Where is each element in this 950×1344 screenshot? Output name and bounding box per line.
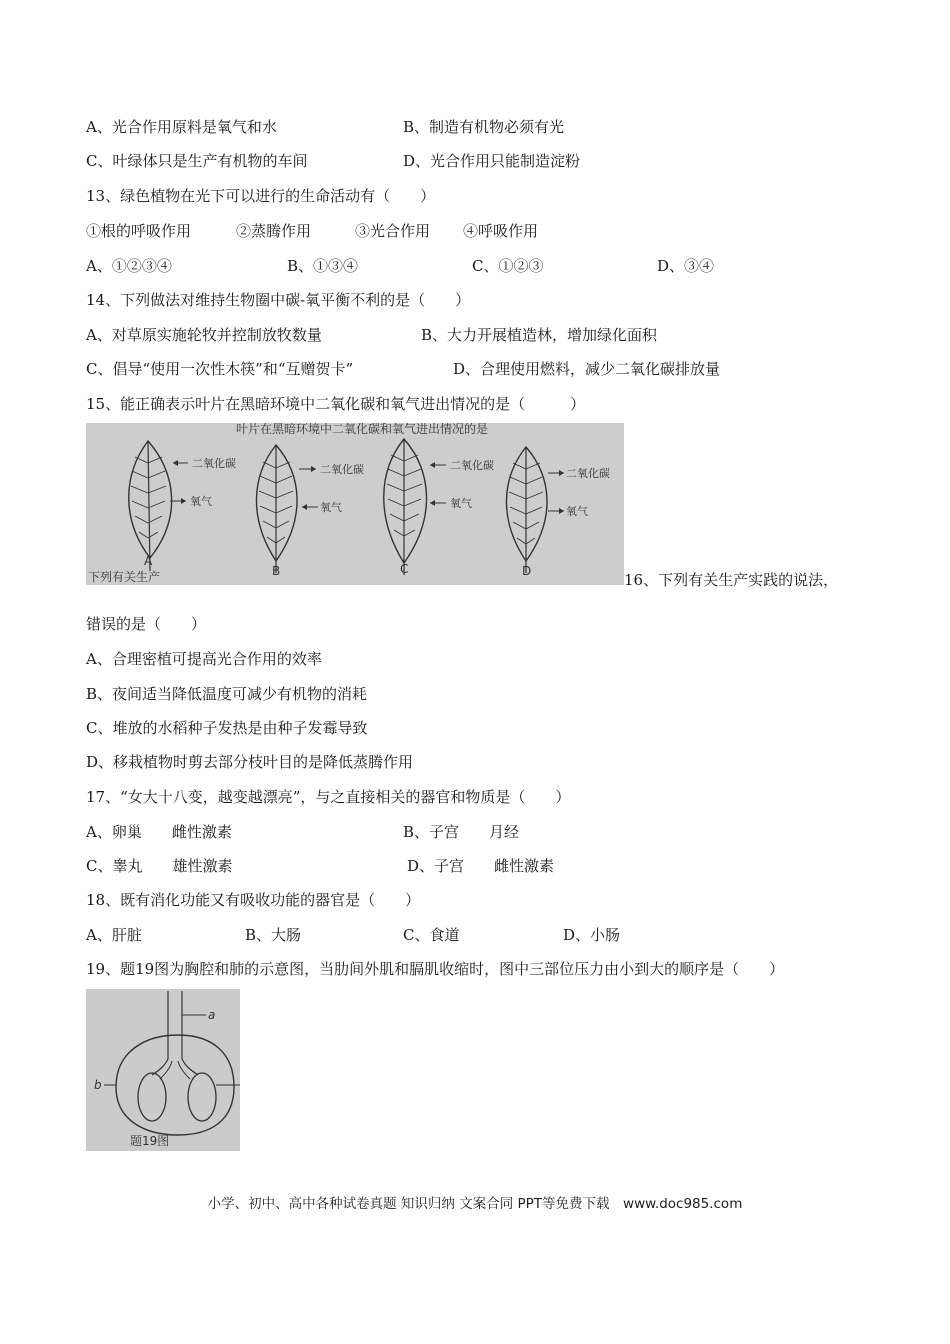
q12-option-c: C、叶绿体只是生产有机物的车间	[86, 152, 308, 170]
figure-bottom-text: 下列有关生产	[88, 570, 161, 584]
label-b: b	[94, 1078, 102, 1092]
q13-item-3: ③光合作用	[355, 222, 431, 240]
q16-option-b: B、夜间适当降低温度可减少有机物的消耗	[86, 685, 368, 703]
figure-caption: 题19图	[130, 1134, 170, 1148]
q17-option-d: D、子宫 雌性激素	[407, 857, 555, 875]
leaf-a-co2: 二氧化碳	[192, 457, 236, 470]
q14-option-b: B、大力开展植造林，增加绿化面积	[421, 326, 658, 344]
q13-stem: 13、绿色植物在光下可以进行的生命活动有（ ）	[86, 187, 436, 205]
q17-option-b: B、子宫 月经	[403, 823, 520, 841]
leaf-b-label: B	[272, 564, 281, 578]
q14-option-c: C、倡导“使用一次性木筷”和“互赠贺卡”	[86, 360, 354, 378]
leaf-c-co2: 二氧化碳	[450, 459, 494, 472]
q16-stem-part2: 错误的是（ ）	[86, 615, 207, 633]
q13-item-4: ④呼吸作用	[463, 222, 539, 240]
q16-option-d: D、移栽植物时剪去部分枝叶目的是降低蒸腾作用	[86, 753, 414, 771]
q15-stem: 15、能正确表示叶片在黑暗环境中二氧化碳和氧气进出情况的是（ ）	[86, 395, 586, 413]
q18-option-c: C、食道	[403, 926, 460, 944]
q12-option-b: B、制造有机物必须有光	[403, 118, 565, 136]
q12-option-a: A、光合作用原料是氧气和水	[86, 118, 277, 136]
q17-stem: 17、“女大十八变，越变越漂亮”，与之直接相关的器官和物质是（ ）	[86, 788, 571, 806]
q13-item-1: ①根的呼吸作用	[86, 222, 192, 240]
q16-option-a: A、合理密植可提高光合作用的效率	[86, 650, 322, 668]
leaf-d-label: D	[522, 564, 532, 578]
q17-option-a: A、卵巢 雌性激素	[86, 823, 232, 841]
q18-option-d: D、小肠	[563, 926, 621, 944]
q13-option-d: D、③④	[657, 257, 715, 275]
q19-stem: 19、题19图为胸腔和肺的示意图，当肋间外肌和膈肌收缩时，图中三部位压力由小到大的顺序是（ ）	[86, 960, 785, 978]
leaf-a-o2: 氧气	[190, 495, 212, 508]
q18-option-a: A、肝脏	[86, 926, 142, 944]
leaf-b-o2: 氧气	[320, 501, 342, 514]
leaf-d-co2: 二氧化碳	[566, 467, 610, 480]
q13-option-a: A、①②③④	[86, 257, 172, 275]
q18-stem: 18、既有消化功能又有吸收功能的器官是（ ）	[86, 891, 421, 909]
leaf-c-o2: 氧气	[450, 497, 472, 510]
leaf-d-o2: 氧气	[566, 505, 588, 518]
q16-option-c: C、堆放的水稻种子发热是由种子发霉导致	[86, 719, 368, 737]
figure-top-text: 叶片在黑暗环境中二氧化碳和氧气进出情况的是	[236, 423, 489, 436]
chest-lung-figure	[86, 989, 240, 1151]
q13-option-c: C、①②③	[472, 257, 544, 275]
leaf-a-label: A	[144, 554, 153, 568]
q16-stem-part1: 16、下列有关生产实践的说法，	[624, 571, 839, 589]
q17-option-c: C、睾丸 雄性激素	[86, 857, 233, 875]
q13-option-b: B、①③④	[287, 257, 359, 275]
q12-option-d: D、光合作用只能制造淀粉	[403, 152, 581, 170]
q14-stem: 14、下列做法对维持生物圈中碳-氧平衡不利的是（ ）	[86, 291, 471, 309]
leaf-gas-exchange-figure	[86, 423, 624, 585]
label-a: a	[208, 1008, 216, 1022]
page-footer: 小学、初中、高中各种试卷真题 知识归纳 文案合同 PPT等免费下载 www.doc985.com	[207, 1196, 743, 1212]
leaf-b-co2: 二氧化碳	[320, 463, 364, 476]
q14-option-a: A、对草原实施轮牧并控制放牧数量	[86, 326, 322, 344]
q14-option-d: D、合理使用燃料，减少二氧化碳排放量	[453, 360, 721, 378]
q13-item-2: ②蒸腾作用	[236, 222, 312, 240]
leaf-c-label: C	[400, 562, 409, 576]
q18-option-b: B、大肠	[245, 926, 302, 944]
